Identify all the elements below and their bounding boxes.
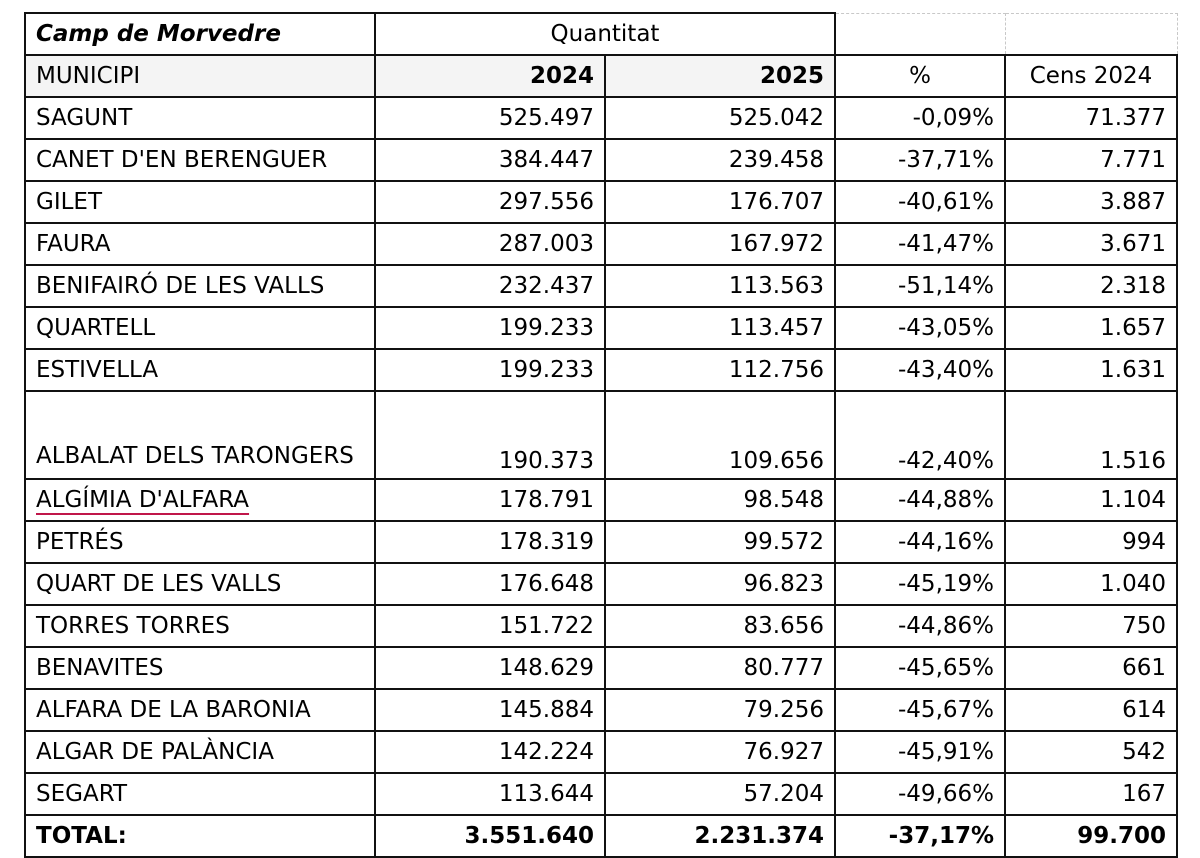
title-row <box>25 13 1177 55</box>
cell-pct[interactable]: -41,47% <box>835 223 1005 265</box>
cell-y2024[interactable]: 151.722 <box>375 605 605 647</box>
cell-y2025[interactable]: 176.707 <box>605 181 835 223</box>
table-row <box>25 97 1177 139</box>
cell-municipi[interactable]: QUART DE LES VALLS <box>25 563 375 605</box>
cell-cens[interactable]: 614 <box>1005 689 1177 731</box>
cell-pct[interactable]: -0,09% <box>835 97 1005 139</box>
cell-pct[interactable]: -45,19% <box>835 563 1005 605</box>
total-row <box>25 815 1177 857</box>
cell-y2025[interactable]: 76.927 <box>605 731 835 773</box>
spellcheck-underline: ALGÍMIA D'ALFARA <box>36 487 250 513</box>
cell-y2024[interactable]: 287.003 <box>375 223 605 265</box>
cell-municipi[interactable]: PETRÉS <box>25 521 375 563</box>
cell-y2024[interactable]: 178.319 <box>375 521 605 563</box>
cell-y2024[interactable]: 142.224 <box>375 731 605 773</box>
cell-municipi[interactable]: ALGAR DE PALÀNCIA <box>25 731 375 773</box>
cell-cens[interactable]: 750 <box>1005 605 1177 647</box>
spreadsheet-area <box>24 12 1178 858</box>
cell-y2025[interactable]: 99.572 <box>605 521 835 563</box>
cell-pct[interactable]: -44,88% <box>835 479 1005 521</box>
cell-pct[interactable]: -45,65% <box>835 647 1005 689</box>
cell-y2025[interactable]: 79.256 <box>605 689 835 731</box>
cell-y2025[interactable]: 239.458 <box>605 139 835 181</box>
total-cens[interactable]: 99.700 <box>1005 815 1177 857</box>
cell-municipi[interactable]: ALFARA DE LA BARONIA <box>25 689 375 731</box>
table-title[interactable]: Camp de Morvedre <box>25 13 375 55</box>
header-row <box>25 55 1177 97</box>
cell-pct[interactable]: -43,05% <box>835 307 1005 349</box>
cell-y2025[interactable]: 57.204 <box>605 773 835 815</box>
cell-municipi[interactable]: TORRES TORRES <box>25 605 375 647</box>
cell-y2024[interactable]: 178.791 <box>375 479 605 521</box>
column-header-cens[interactable]: Cens 2024 <box>1005 55 1177 97</box>
total-y2024[interactable]: 3.551.640 <box>375 815 605 857</box>
cell-cens[interactable]: 2.318 <box>1005 265 1177 307</box>
cell-municipi[interactable]: ESTIVELLA <box>25 349 375 391</box>
table-row <box>25 479 1177 521</box>
table-row <box>25 773 1177 815</box>
cell-y2024[interactable]: 190.373 <box>375 391 605 479</box>
cell-y2025[interactable]: 109.656 <box>605 391 835 479</box>
cell-pct[interactable]: -45,67% <box>835 689 1005 731</box>
column-header-2024[interactable]: 2024 <box>375 55 605 97</box>
total-pct[interactable]: -37,17% <box>835 815 1005 857</box>
table-row <box>25 563 1177 605</box>
cell-y2025[interactable]: 112.756 <box>605 349 835 391</box>
cell-cens[interactable]: 994 <box>1005 521 1177 563</box>
cell-municipi[interactable]: SEGART <box>25 773 375 815</box>
cell-pct[interactable]: -51,14% <box>835 265 1005 307</box>
cell-cens[interactable]: 1.657 <box>1005 307 1177 349</box>
cell-pct[interactable]: -43,40% <box>835 349 1005 391</box>
cell-y2024[interactable]: 176.648 <box>375 563 605 605</box>
cell-y2024[interactable]: 297.556 <box>375 181 605 223</box>
total-y2025[interactable]: 2.231.374 <box>605 815 835 857</box>
cell-pct[interactable]: -45,91% <box>835 731 1005 773</box>
cell-pct[interactable]: -49,66% <box>835 773 1005 815</box>
cell-cens[interactable]: 1.104 <box>1005 479 1177 521</box>
cell-pct[interactable]: -42,40% <box>835 391 1005 479</box>
cell-y2025[interactable]: 167.972 <box>605 223 835 265</box>
column-header-municipi[interactable]: MUNICIPI <box>25 55 375 97</box>
cell-municipi[interactable]: CANET D'EN BERENGUER <box>25 139 375 181</box>
group-header-quantitat[interactable]: Quantitat <box>375 13 835 55</box>
table-row <box>25 349 1177 391</box>
cell-cens[interactable]: 71.377 <box>1005 97 1177 139</box>
cell-municipi[interactable]: ALBALAT DELS TARONGERS <box>25 391 375 479</box>
cell-y2024[interactable]: 232.437 <box>375 265 605 307</box>
cell-y2025[interactable]: 96.823 <box>605 563 835 605</box>
cell-cens[interactable]: 1.040 <box>1005 563 1177 605</box>
cell-cens[interactable]: 1.516 <box>1005 391 1177 479</box>
column-header-pct[interactable]: % <box>835 55 1005 97</box>
table-body <box>25 13 1177 857</box>
cell-y2024[interactable]: 113.644 <box>375 773 605 815</box>
cell-cens[interactable]: 542 <box>1005 731 1177 773</box>
cell-cens[interactable]: 3.887 <box>1005 181 1177 223</box>
table-row <box>25 731 1177 773</box>
cell-cens[interactable]: 7.771 <box>1005 139 1177 181</box>
cell-y2024[interactable]: 199.233 <box>375 307 605 349</box>
cell-y2025[interactable]: 113.563 <box>605 265 835 307</box>
table-row <box>25 521 1177 563</box>
cell-pct[interactable]: -40,61% <box>835 181 1005 223</box>
table-row <box>25 223 1177 265</box>
empty-cell[interactable] <box>1005 13 1177 55</box>
cell-municipi[interactable]: GILET <box>25 181 375 223</box>
cell-y2024[interactable]: 525.497 <box>375 97 605 139</box>
total-label[interactable]: TOTAL: <box>25 815 375 857</box>
table-row <box>25 307 1177 349</box>
cell-cens[interactable]: 167 <box>1005 773 1177 815</box>
cell-pct[interactable]: -44,16% <box>835 521 1005 563</box>
cell-y2024[interactable]: 199.233 <box>375 349 605 391</box>
cell-y2025[interactable]: 98.548 <box>605 479 835 521</box>
table-row <box>25 605 1177 647</box>
table-row <box>25 689 1177 731</box>
cell-municipi[interactable]: SAGUNT <box>25 97 375 139</box>
data-table <box>24 12 1178 858</box>
cell-municipi[interactable]: FAURA <box>25 223 375 265</box>
cell-pct[interactable]: -44,86% <box>835 605 1005 647</box>
cell-y2025[interactable]: 83.656 <box>605 605 835 647</box>
table-row <box>25 139 1177 181</box>
cell-municipi[interactable]: QUARTELL <box>25 307 375 349</box>
cell-cens[interactable]: 1.631 <box>1005 349 1177 391</box>
cell-y2025[interactable]: 113.457 <box>605 307 835 349</box>
cell-y2024[interactable]: 384.447 <box>375 139 605 181</box>
cell-y2024[interactable]: 148.629 <box>375 647 605 689</box>
empty-cell[interactable] <box>835 13 1005 55</box>
cell-y2024[interactable]: 145.884 <box>375 689 605 731</box>
column-header-2025[interactable]: 2025 <box>605 55 835 97</box>
cell-y2025[interactable]: 80.777 <box>605 647 835 689</box>
table-row <box>25 391 1177 479</box>
cell-cens[interactable]: 3.671 <box>1005 223 1177 265</box>
table-row <box>25 265 1177 307</box>
cell-cens[interactable]: 661 <box>1005 647 1177 689</box>
cell-municipi[interactable] <box>25 479 375 521</box>
table-row <box>25 647 1177 689</box>
cell-municipi[interactable]: BENAVITES <box>25 647 375 689</box>
cell-y2025[interactable]: 525.042 <box>605 97 835 139</box>
table-row <box>25 181 1177 223</box>
cell-municipi[interactable]: BENIFAIRÓ DE LES VALLS <box>25 265 375 307</box>
cell-pct[interactable]: -37,71% <box>835 139 1005 181</box>
